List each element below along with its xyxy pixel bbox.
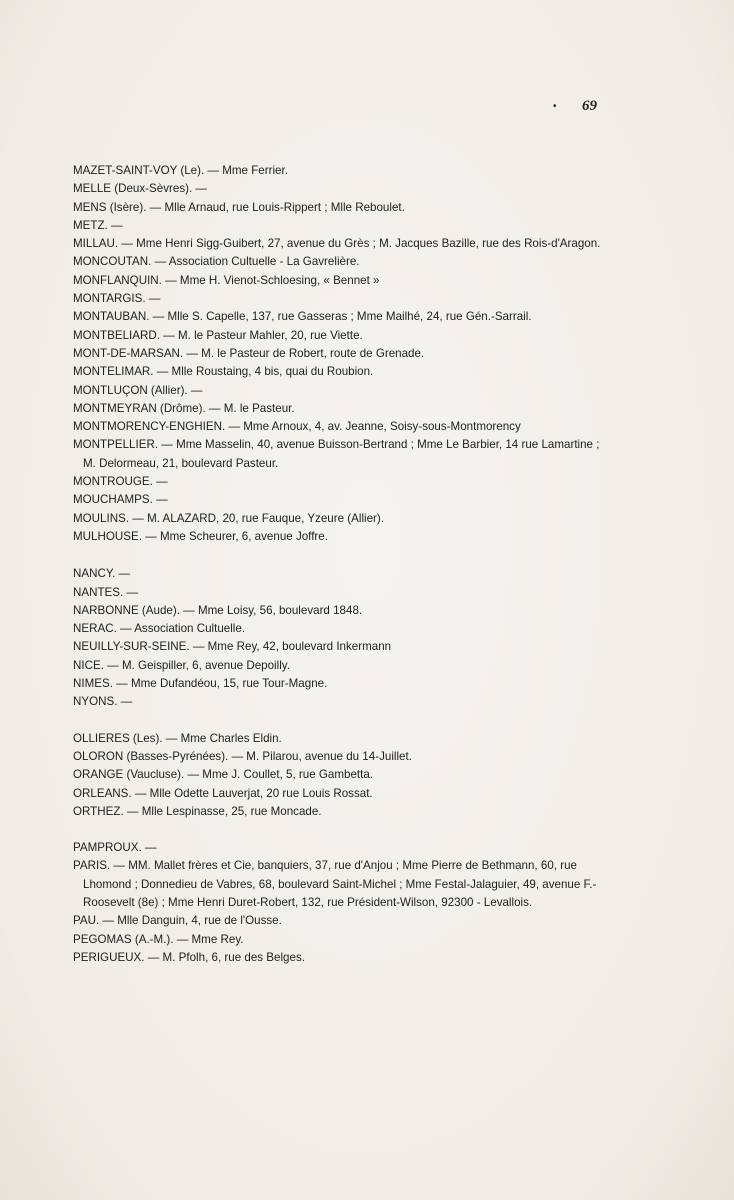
directory-entry: NICE. — M. Geispiller, 6, avenue Depoilly. bbox=[73, 658, 290, 672]
directory-entry: PERIGUEUX. — M. Pfolh, 6, rue des Belges. bbox=[73, 950, 305, 964]
directory-entry: MENS (Isère). — Mlle Arnaud, rue Louis-Rippert ; Mlle Reboulet. bbox=[73, 200, 405, 214]
directory-entry: MELLE (Deux-Sèvres). — bbox=[73, 182, 208, 196]
directory-entry: NARBONNE (Aude). — Mme Loisy, 56, boulevard 1848. bbox=[73, 603, 363, 617]
directory-entry: MOUCHAMPS. — bbox=[73, 493, 168, 507]
directory-entry: NYONS. — bbox=[73, 695, 133, 709]
directory-entry: PAU. — Mlle Danguin, 4, rue de l'Ousse. bbox=[73, 914, 282, 928]
directory-entry: NEUILLY-SUR-SEINE. — Mme Rey, 42, boulevard Inkermann bbox=[73, 640, 392, 654]
directory-entry: MOULINS. — M. ALAZARD, 20, rue Fauque, Yzeure (Allier). bbox=[73, 511, 384, 525]
directory-entry: ORTHEZ. — Mlle Lespinasse, 25, rue Moncade. bbox=[73, 804, 322, 818]
directory-entry: PAMPROUX. — bbox=[73, 841, 157, 855]
directory-entry: METZ. — bbox=[73, 218, 123, 232]
page-mark: • bbox=[553, 101, 557, 112]
directory-entry: MAZET-SAINT-VOY (Le). — Mme Ferrier. bbox=[73, 164, 288, 177]
directory-entry: NANCY. — bbox=[73, 567, 131, 581]
directory-entry: PEGOMAS (A.-M.). — Mme Rey. bbox=[73, 932, 244, 946]
directory-entry: MONT-DE-MARSAN. — M. le Pasteur de Robert, route de Grenade. bbox=[73, 346, 425, 360]
directory-entry: MILLAU. — Mme Henri Sigg-Guibert, 27, avenue du Grès ; M. Jacques Bazille, rue des Rois-d'Aragon. bbox=[73, 237, 601, 251]
group-spacer bbox=[73, 712, 603, 730]
directory-entry: MONFLANQUIN. — Mme H. Vienot-Schloesing, « Bennet » bbox=[73, 273, 380, 287]
directory-entry: NANTES. — bbox=[73, 585, 139, 599]
directory-entry: MONTLUÇON (Allier). — bbox=[73, 383, 203, 397]
directory-entry: ORANGE (Vaucluse). — Mme J. Coullet, 5, rue Gambetta. bbox=[73, 768, 374, 782]
group-spacer bbox=[73, 821, 603, 839]
directory-entry: MONTMORENCY-ENGHIEN. — Mme Arnoux, 4, av. Jeanne, Soisy-sous-Montmorency bbox=[73, 420, 521, 434]
directory-entry: MONTAUBAN. — Mlle S. Capelle, 137, rue Gasseras ; Mme Mailhé, 24, rue Gén.-Sarrail. bbox=[73, 310, 532, 324]
directory-entry: ORLEANS. — Mlle Odette Lauverjat, 20 rue Louis Rossat. bbox=[73, 786, 373, 800]
group-spacer bbox=[73, 546, 603, 565]
directory-entry: OLORON (Basses-Pyrénées). — M. Pilarou, avenue du 14-Juillet. bbox=[73, 749, 412, 763]
letter-group-n bbox=[73, 565, 603, 711]
directory-entry: MONTROUGE. — bbox=[73, 475, 168, 489]
directory-list bbox=[73, 162, 603, 967]
directory-entry: MULHOUSE. — Mme Scheurer, 6, avenue Joffre. bbox=[73, 529, 328, 543]
directory-entry: NIMES. — Mme Dufandéou, 15, rue Tour-Magne. bbox=[73, 677, 328, 691]
directory-entry: PARIS. — MM. Mallet frères et Cie, banquiers, 37, rue d'Anjou ; Mme Pierre de Bethmann, 60, rue Lhomond ; Donnedieu de Vabres, 68, boulevard Saint-Michel ; Mme Festal-Jalaguier, 49, avenue F.-Roosevelt (8e) ; Mme Henri Duret-Robert, 132, rue Président-Wilson, 92300 - Levallois. bbox=[73, 859, 597, 909]
directory-entry: MONTARGIS. — bbox=[73, 292, 161, 306]
directory-entry: MONCOUTAN. — Association Cultuelle - La Gavrelière. bbox=[73, 255, 360, 269]
letter-group-p bbox=[73, 839, 603, 967]
directory-entry: MONTMEYRAN (Drôme). — M. le Pasteur. bbox=[73, 401, 295, 415]
letter-group-m bbox=[73, 162, 603, 546]
directory-entry: OLLIERES (Les). — Mme Charles Eldin. bbox=[73, 731, 282, 745]
directory-entry: MONTELIMAR. — Mlle Roustaing, 4 bis, quai du Roubion. bbox=[73, 365, 374, 379]
directory-entry: NERAC. — Association Cultuelle. bbox=[73, 622, 246, 636]
letter-group-o bbox=[73, 730, 603, 821]
directory-entry: MONTBELIARD. — M. le Pasteur Mahler, 20, rue Viette. bbox=[73, 328, 363, 342]
directory-entry: MONTPELLIER. — Mme Masselin, 40, avenue Buisson-Bertrand ; Mme Le Barbier, 14 rue Lamartine ; M. Delormeau, 21, boulevard Pasteur. bbox=[73, 438, 600, 470]
page-number: 69 bbox=[582, 98, 597, 114]
